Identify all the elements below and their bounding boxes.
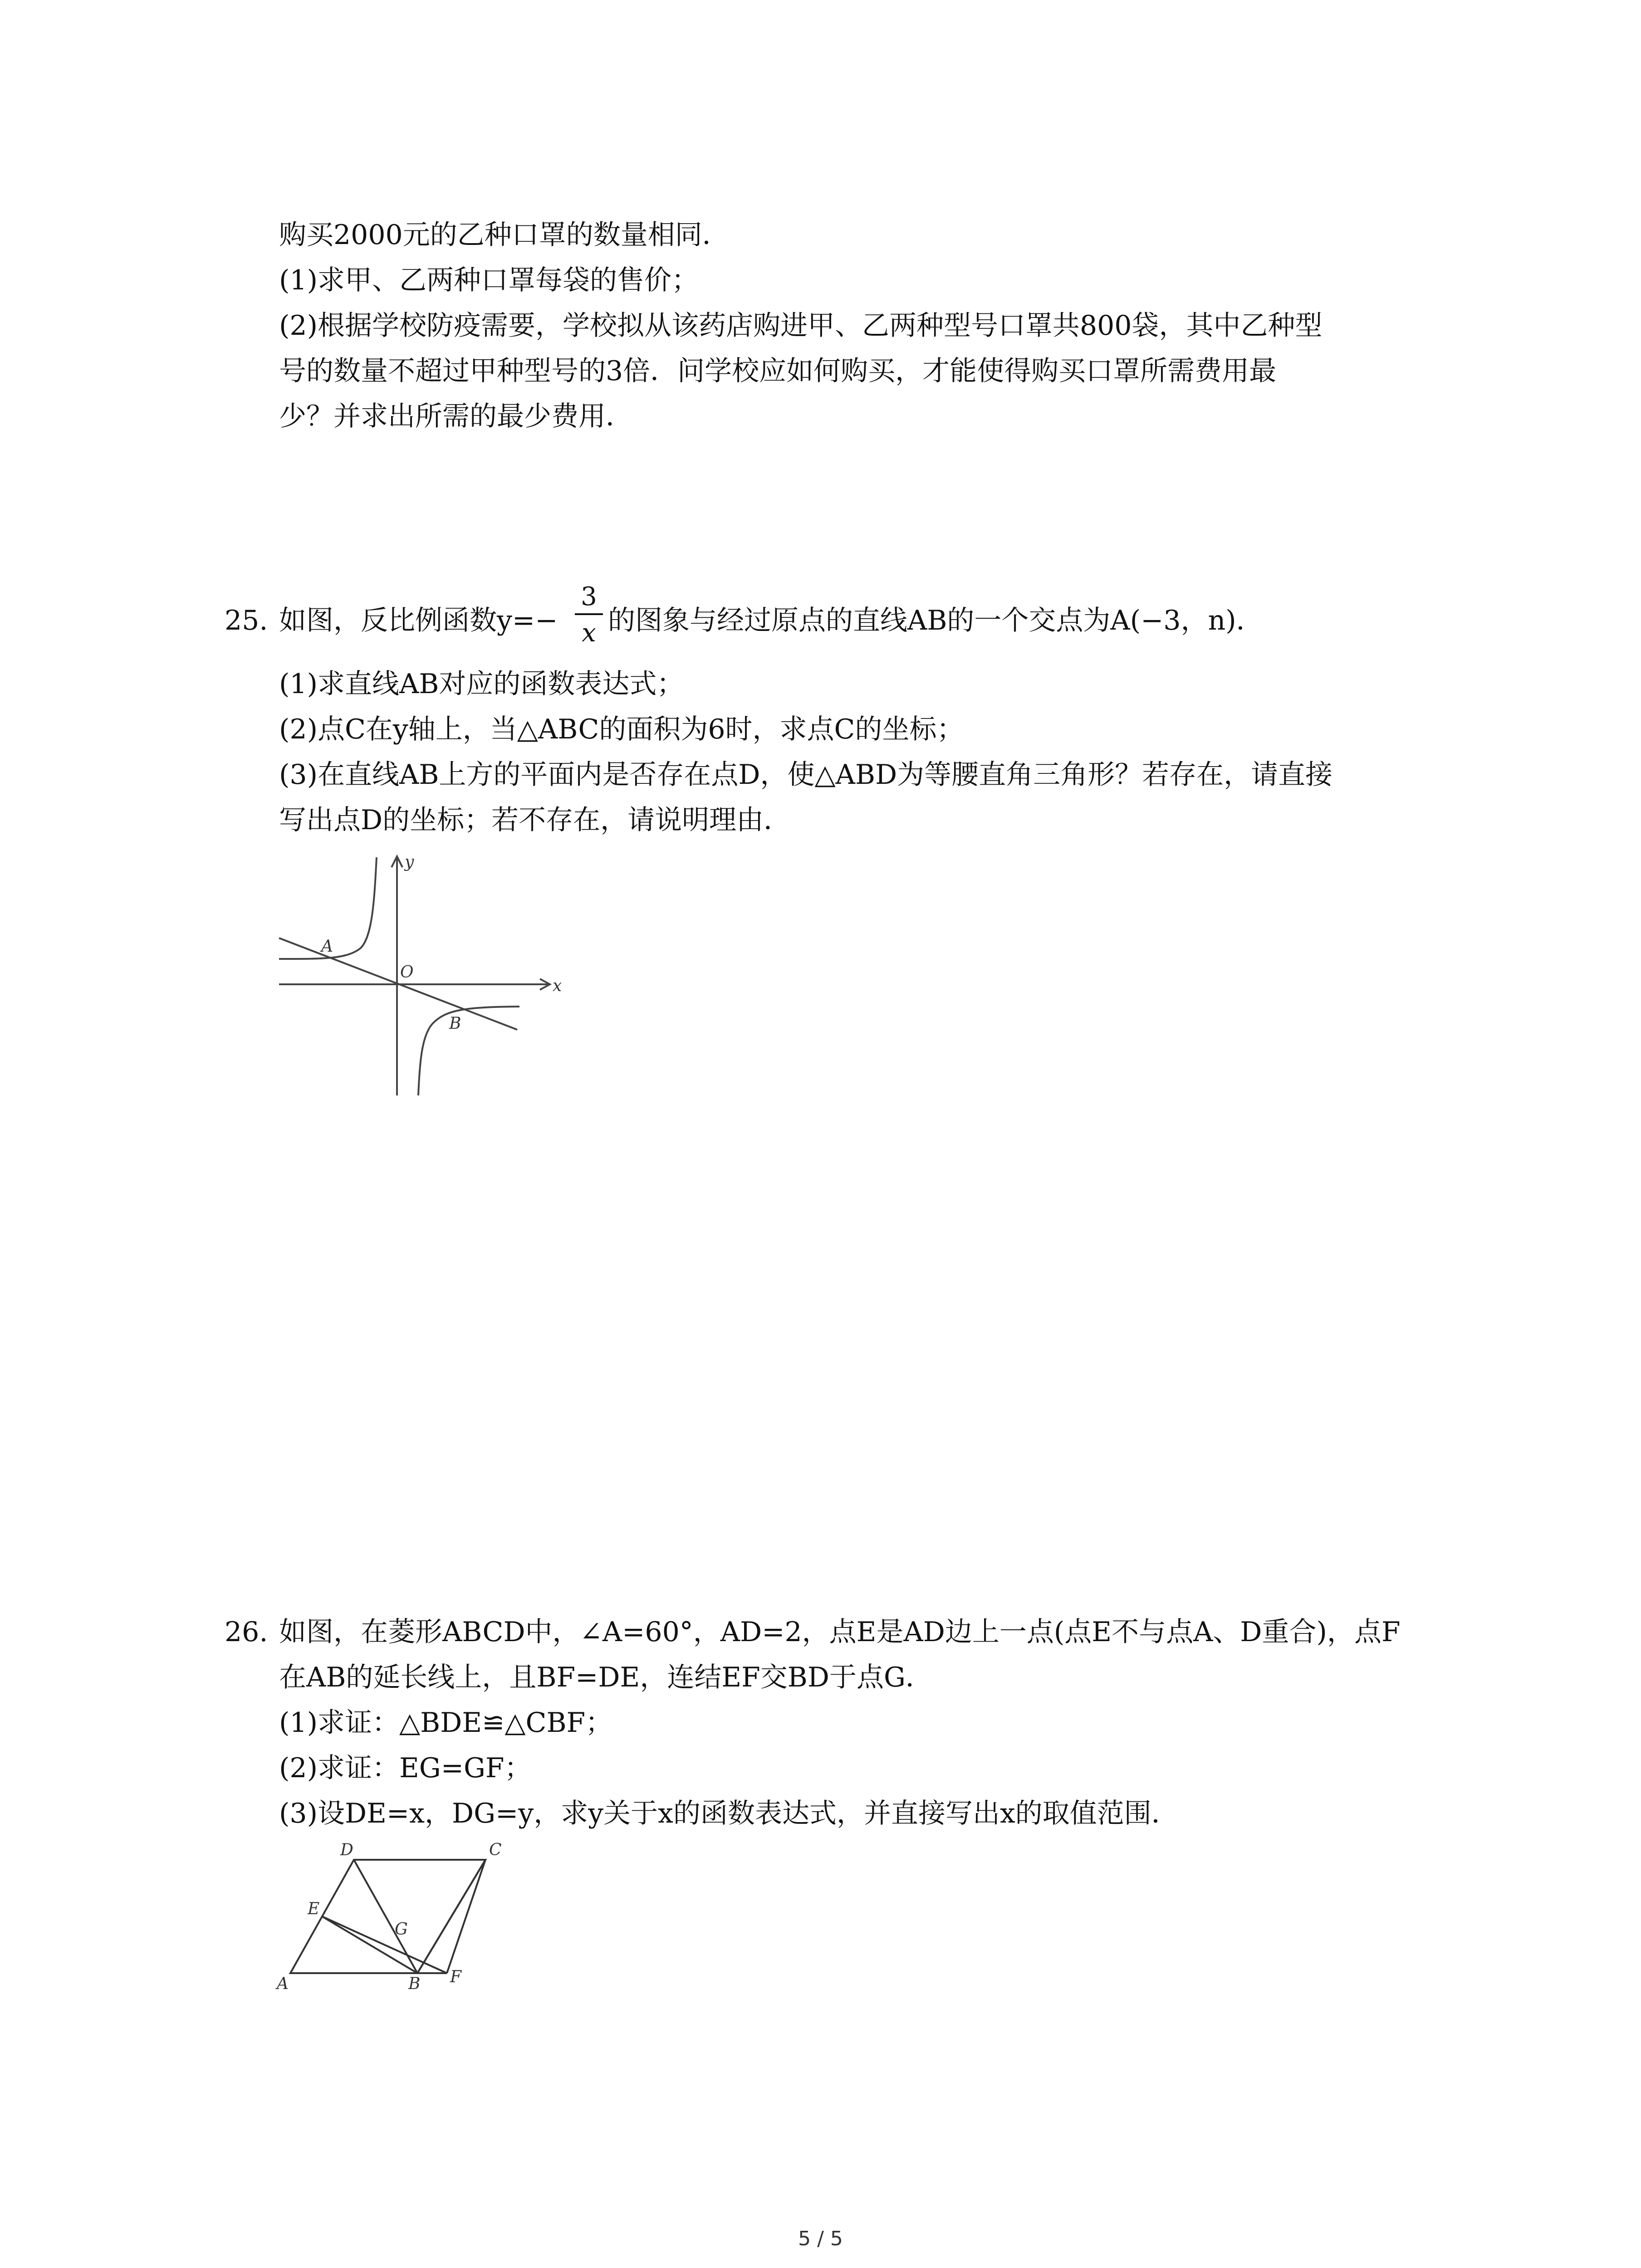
q26-label-e: E: [308, 1900, 320, 1918]
q25-fraction-numerator: 3: [581, 582, 597, 611]
q24-line-2: (1)求甲、乙两种口罩每袋的售价；: [279, 264, 699, 296]
q25-figure: [272, 848, 567, 1102]
q26-label-c: C: [489, 1842, 502, 1859]
q25-part-2: (2)点C在y轴上，当△ABC的面积为6时，求点C的坐标；: [279, 714, 964, 745]
q25-label-o: O: [400, 963, 414, 982]
q26-part-2: (2)求证：EG=GF；: [279, 1752, 532, 1784]
q26-part-3: (3)设DE=x，DG=y，求y关于x的函数表达式，并直接写出x的取值范围．: [279, 1798, 1179, 1829]
q25-part-3: (3)在直线AB上方的平面内是否存在点D，使△ABD为等腰直角三角形？若存在，请直接: [279, 759, 1333, 791]
page-number: 5 / 5: [798, 2227, 843, 2250]
q25-label-a: A: [321, 937, 333, 956]
hyperbola-lower-right-branch: [418, 1007, 519, 1095]
q25-stem-before: 如图，反比例函数y=−: [279, 605, 558, 636]
q26-stem-2: 在AB的延长线上，且BF=DE，连结EF交BD于点G．: [279, 1662, 933, 1693]
segment-cf: [447, 1860, 485, 1973]
segment-cb-inner: [417, 1860, 485, 1973]
q26-label-b: B: [408, 1975, 421, 1991]
q26-label-a: A: [277, 1975, 289, 1991]
q25-label-y: y: [405, 853, 414, 871]
q25-fraction-bar: [575, 613, 603, 615]
q25-label-x: x: [553, 977, 562, 995]
q26-figure: [272, 1842, 526, 1991]
q24-line-1: 购买2000元的乙种口罩的数量相同．: [279, 219, 730, 251]
q26-label-f: F: [450, 1968, 461, 1986]
q25-stem-after: 的图象与经过原点的直线AB的一个交点为A(−3，n)．: [608, 605, 1264, 636]
q24-line-4: 号的数量不超过甲种型号的3倍．问学校应如何购买，才能使得购买口罩所需费用最: [279, 355, 1277, 387]
q25-part-3-cont: 写出点D的坐标；若不存在，请说明理由．: [279, 804, 791, 836]
q25-label-b: B: [449, 1014, 461, 1033]
q24-line-5: 少？并求出所需的最少费用．: [279, 401, 633, 432]
segment-ef: [322, 1916, 447, 1973]
q26-part-1: (1)求证：△BDE≌△CBF；: [279, 1707, 613, 1739]
q24-line-3: (2)根据学校防疫需要，学校拟从该药店购进甲、乙两种型号口罩共800袋，其中乙种型: [279, 310, 1323, 342]
q26-label-g: G: [395, 1920, 408, 1939]
q26-number: 26.: [225, 1616, 268, 1648]
q25-fraction-denominator: x: [582, 618, 596, 648]
q26-label-d: D: [340, 1842, 353, 1859]
q25-number: 25.: [225, 605, 268, 636]
q25-part-1: (1)求直线AB对应的函数表达式；: [279, 668, 684, 700]
q26-stem-1: 如图，在菱形ABCD中，∠A=60°，AD=2，点E是AD边上一点(点E不与点A、D重合)，点F: [279, 1616, 1401, 1648]
